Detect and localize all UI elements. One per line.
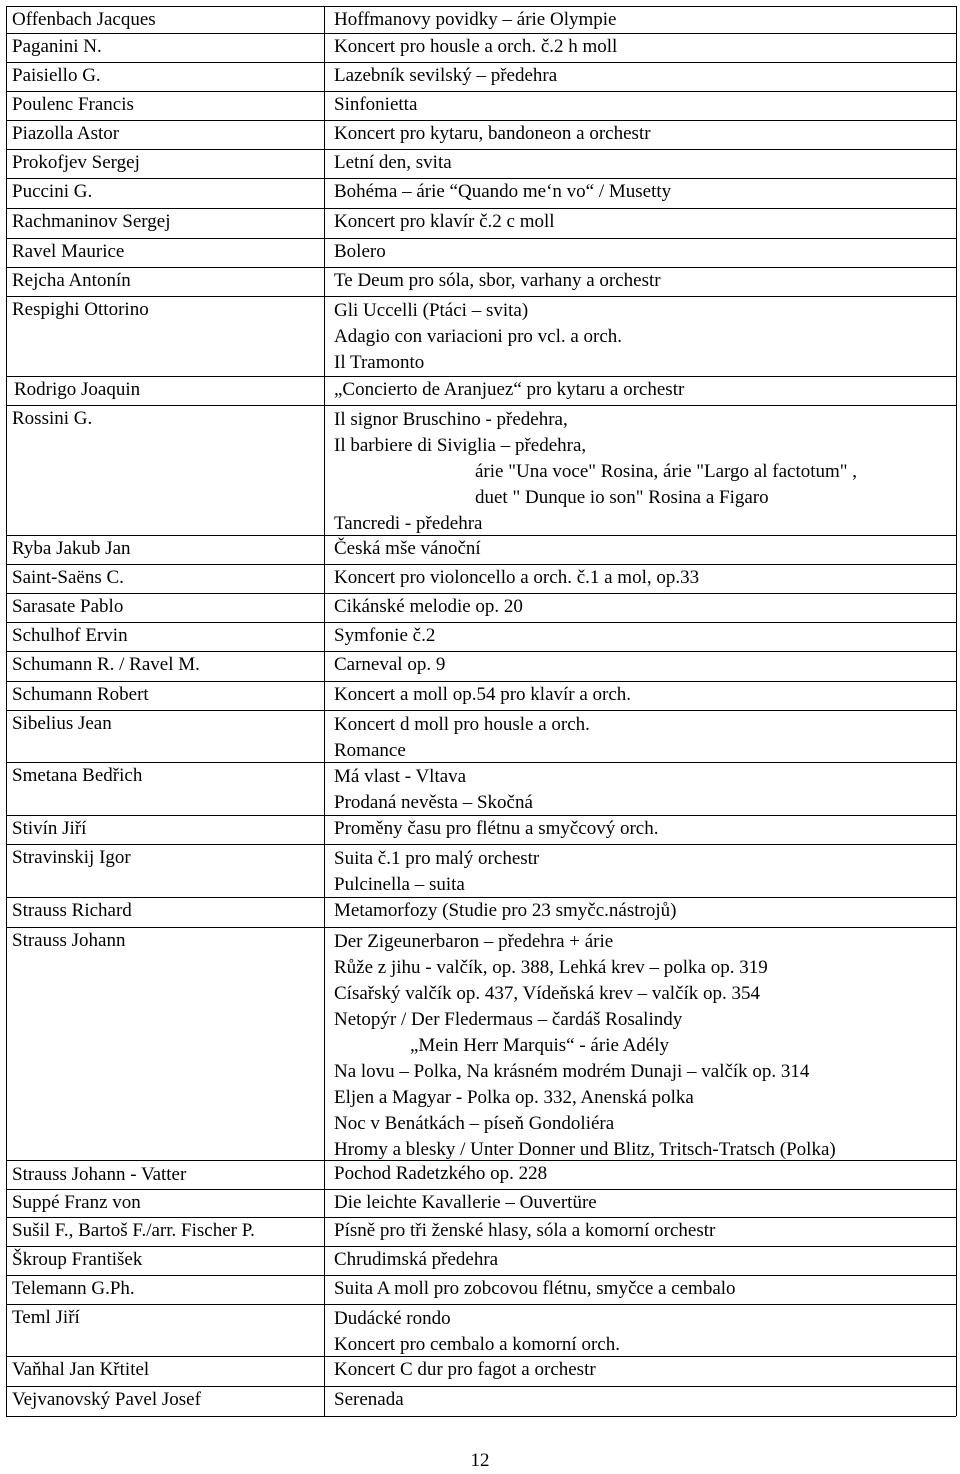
composer-cell: Rejcha Antonín bbox=[12, 270, 131, 291]
work-cell: Die leichte Kavallerie – Ouvertüre bbox=[334, 1192, 597, 1213]
work-cell: Symfonie č.2 bbox=[334, 625, 436, 646]
composer-cell: Vaňhal Jan Křtitel bbox=[12, 1359, 150, 1380]
composer-cell: Prokofjev Sergej bbox=[12, 152, 140, 173]
composer-cell: Rossini G. bbox=[12, 408, 93, 429]
composer-cell: Schulhof Ervin bbox=[12, 625, 128, 646]
work-cell: Lazebník sevilský – předehra bbox=[334, 65, 558, 86]
composer-cell: Respighi Ottorino bbox=[12, 299, 149, 320]
composer-cell: Telemann G.Ph. bbox=[12, 1278, 135, 1299]
work-cell: Il signor Bruschino - předehra, bbox=[334, 409, 568, 430]
composer-cell: Smetana Bedřich bbox=[12, 765, 143, 786]
work-cell: Suita č.1 pro malý orchestr bbox=[334, 848, 540, 869]
work-cell: Růže z jihu - valčík, op. 388, Lehká krev – polka op. 319 bbox=[334, 957, 768, 978]
row-rule bbox=[6, 622, 956, 623]
work-cell: Koncert pro kytaru, bandoneon a orchestr bbox=[334, 123, 651, 144]
work-cell: Sinfonietta bbox=[334, 94, 418, 115]
row-rule bbox=[6, 927, 956, 928]
composer-cell: Sibelius Jean bbox=[12, 713, 112, 734]
work-cell: Pulcinella – suita bbox=[334, 874, 465, 895]
row-rule bbox=[6, 91, 956, 92]
composer-cell: Piazolla Astor bbox=[12, 123, 120, 144]
work-cell: Koncert pro housle a orch. č.2 h moll bbox=[334, 36, 618, 57]
work-cell: árie "Una voce" Rosina, árie "Largo al factotum" , bbox=[475, 461, 858, 482]
row-rule bbox=[6, 405, 956, 406]
composer-cell: Saint-Saëns C. bbox=[12, 567, 124, 588]
composer-cell: Stravinskij Igor bbox=[12, 847, 131, 868]
page-number: 12 bbox=[470, 1450, 490, 1471]
composer-cell: Vejvanovský Pavel Josef bbox=[12, 1389, 201, 1410]
composer-cell: Puccini G. bbox=[12, 181, 93, 202]
row-rule bbox=[6, 1416, 956, 1417]
work-cell: Te Deum pro sóla, sbor, varhany a orchestr bbox=[334, 270, 661, 291]
work-cell: Pochod Radetzkého op. 228 bbox=[334, 1163, 548, 1184]
row-rule bbox=[6, 762, 956, 763]
work-cell: Cikánské melodie op. 20 bbox=[334, 596, 523, 617]
work-cell: Romance bbox=[334, 740, 406, 761]
composer-cell: Škroup František bbox=[12, 1249, 143, 1270]
composer-cell: Paisiello G. bbox=[12, 65, 101, 86]
work-cell: Netopýr / Der Fledermaus – čardáš Rosalindy bbox=[334, 1009, 683, 1030]
composer-cell: Poulenc Francis bbox=[12, 94, 134, 115]
work-cell: Metamorfozy (Studie pro 23 smyčc.nástrojů) bbox=[334, 900, 677, 921]
work-cell: Koncert C dur pro fagot a orchestr bbox=[334, 1359, 596, 1380]
column-rule bbox=[324, 6, 325, 1416]
composer-cell: Ryba Jakub Jan bbox=[12, 538, 131, 559]
composer-cell: Ravel Maurice bbox=[12, 241, 125, 262]
work-cell: Písně pro tři ženské hlasy, sóla a komorní orchestr bbox=[334, 1220, 716, 1241]
work-cell: Koncert a moll op.54 pro klavír a orch. bbox=[334, 684, 632, 705]
work-cell: Bolero bbox=[334, 241, 386, 262]
composer-cell: Rodrigo Joaquin bbox=[14, 379, 141, 400]
work-cell: Prodaná nevěsta – Skočná bbox=[334, 792, 533, 813]
composer-cell: Strauss Johann bbox=[12, 930, 126, 951]
work-cell: duet " Dunque io son" Rosina a Figaro bbox=[475, 487, 769, 508]
column-rule bbox=[956, 6, 957, 1416]
composer-cell: Sarasate Pablo bbox=[12, 596, 124, 617]
work-cell: Česká mše vánoční bbox=[334, 538, 481, 559]
work-cell: Letní den, svita bbox=[334, 152, 452, 173]
row-rule bbox=[6, 238, 956, 239]
work-cell: Il barbiere di Siviglia – předehra, bbox=[334, 435, 587, 456]
work-cell: Hromy a blesky / Unter Donner und Blitz, Tritsch-Tratsch (Polka) bbox=[334, 1139, 836, 1160]
work-cell: Tancredi - předehra bbox=[334, 513, 483, 534]
work-cell: Adagio con variacioni pro vcl. a orch. bbox=[334, 326, 623, 347]
composer-cell: Rachmaninov Sergej bbox=[12, 211, 171, 232]
row-rule bbox=[6, 710, 956, 711]
composer-cell: Schumann Robert bbox=[12, 684, 149, 705]
composer-cell: Teml Jiří bbox=[12, 1307, 80, 1328]
row-rule bbox=[6, 844, 956, 845]
work-cell: Na lovu – Polka, Na krásném modrém Dunaji – valčík op. 314 bbox=[334, 1061, 810, 1082]
work-cell: Serenada bbox=[334, 1389, 404, 1410]
composer-cell: Suppé Franz von bbox=[12, 1192, 141, 1213]
row-rule bbox=[6, 149, 956, 150]
work-cell: Carneval op. 9 bbox=[334, 654, 446, 675]
work-cell: Koncert pro violoncello a orch. č.1 a mol, op.33 bbox=[334, 567, 700, 588]
work-cell: Suita A moll pro zobcovou flétnu, smyčce a cembalo bbox=[334, 1278, 736, 1299]
composer-cell: Strauss Johann - Vatter bbox=[12, 1164, 187, 1185]
work-cell: Chrudimská předehra bbox=[334, 1249, 499, 1270]
work-cell: Bohéma – árie “Quando me‘n vo“ / Musetty bbox=[334, 181, 672, 202]
row-rule bbox=[6, 1304, 956, 1305]
work-cell: Dudácké rondo bbox=[334, 1308, 451, 1329]
composer-cell: Sušil F., Bartoš F./arr. Fischer P. bbox=[12, 1220, 255, 1241]
work-cell: „Mein Herr Marquis“ - árie Adély bbox=[410, 1035, 670, 1056]
work-cell: Proměny času pro flétnu a smyčcový orch. bbox=[334, 818, 659, 839]
composer-cell: Stivín Jiří bbox=[12, 818, 87, 839]
work-cell: Má vlast - Vltava bbox=[334, 766, 467, 787]
work-cell: Noc v Benátkách – píseň Gondoliéra bbox=[334, 1113, 615, 1134]
column-rule bbox=[6, 6, 7, 1416]
composer-cell: Strauss Richard bbox=[12, 900, 132, 921]
work-cell: Koncert d moll pro housle a orch. bbox=[334, 714, 590, 735]
work-cell: Koncert pro klavír č.2 c moll bbox=[334, 211, 555, 232]
composer-cell: Offenbach Jacques bbox=[12, 9, 156, 30]
composer-cell: Schumann R. / Ravel M. bbox=[12, 654, 200, 675]
work-cell: Koncert pro cembalo a komorní orch. bbox=[334, 1334, 620, 1355]
work-cell: Hoffmanovy povidky – árie Olympie bbox=[334, 9, 617, 30]
work-cell: Il Tramonto bbox=[334, 352, 425, 373]
composer-cell: Paganini N. bbox=[12, 36, 102, 57]
work-cell: Der Zigeunerbaron – předehra + árie bbox=[334, 931, 614, 952]
work-cell: Císařský valčík op. 437, Vídeňská krev – valčík op. 354 bbox=[334, 983, 761, 1004]
work-cell: Eljen a Magyar - Polka op. 332, Anenská polka bbox=[334, 1087, 694, 1108]
work-cell: „Concierto de Aranjuez“ pro kytaru a orchestr bbox=[334, 379, 685, 400]
work-cell: Gli Uccelli (Ptáci – svita) bbox=[334, 300, 529, 321]
